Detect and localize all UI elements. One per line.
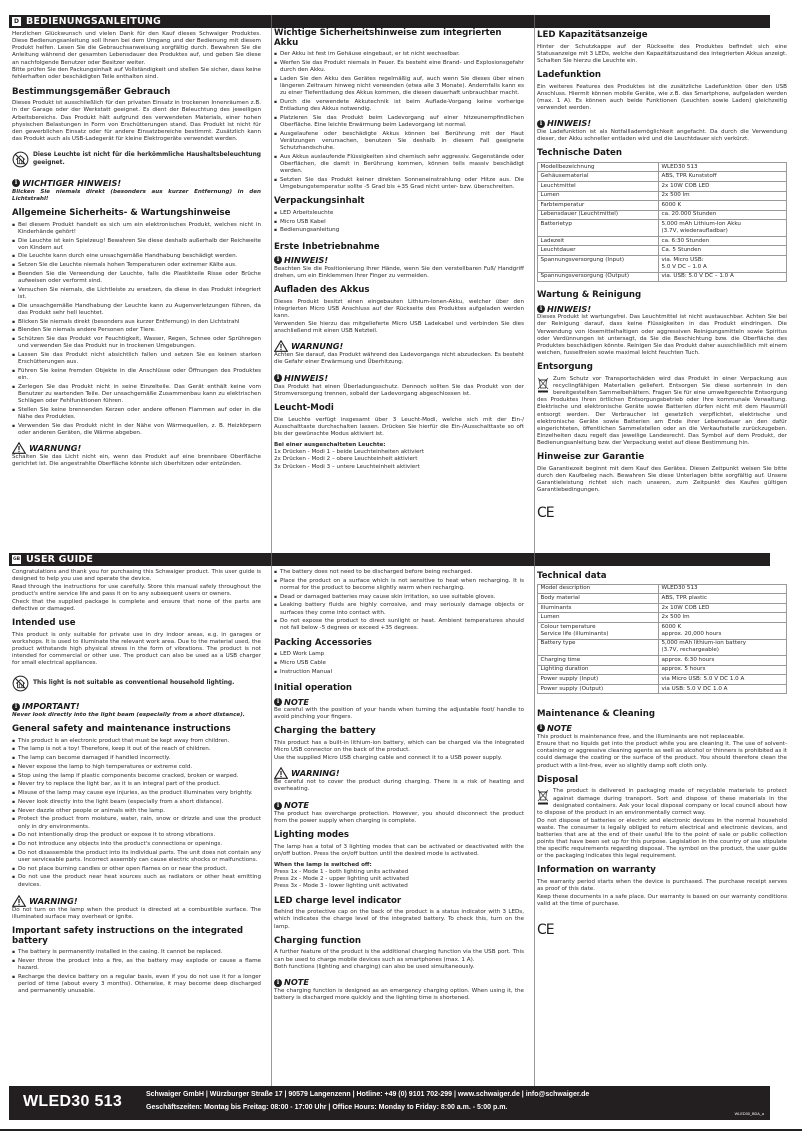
warning-title: WARNING! [291, 767, 340, 778]
info-icon: i [537, 120, 545, 128]
important-notice-header [12, 178, 261, 189]
spec-value: ca. 6:30 Stunden [659, 236, 787, 246]
warning-triangle-icon [274, 340, 288, 352]
list-item: ▪ Durch die verwendete Akkutechnik ist beim Auflade-Vorgang keine vorherige Entladung des Akkus notwendig. [274, 99, 524, 113]
intro-paragraph: Herzlichen Glückwunsch und vielen Dank für den Kauf dieses Schwaiger Produktes. Diese Bedienungsanleitung soll Ihnen bei dem Umgang und der Bedienung mit diesem Produkt helfen. Lesen Sie die Gebrauchsanweisung sorgfältig durch. Bewahren Sie die Anleitung während der gesamten Lebensdauer des Produktes auf, und geben Sie diese an nachfolgende Benutzer oder Besitzer weiter. [12, 31, 261, 66]
note-text: Be careful with the position of your hands when turning the adjustable foot/ handle to avoid pinching your fingers. [274, 707, 524, 721]
info-icon: i [537, 724, 545, 732]
table-row [538, 622, 787, 639]
list-item: ▪ Werfen Sie das Produkt niemals in Feuer. Es besteht eine Brand- und Explosionsgefahr durch den Akku. [274, 60, 524, 74]
charging-text: Use the supplied Micro USB charging cable and connect it to a USB power supply. [274, 754, 503, 761]
led-indicator-text: Hinter der Schutzkappe auf der Rückseite des Produktes befindet sich eine Statusanzeige mit 3 LEDs, welche den Kapazitätszustand des integrierten Akkus anzeigt. Schalten Sie hierzu die Leuchte ein. [537, 43, 787, 64]
table-row [538, 255, 787, 272]
warranty-text: Keep these documents in a safe place. Our warranty is based on our warranty conditions valid at the time of purchase. [537, 893, 787, 908]
package-list [274, 210, 524, 235]
mode-line: 1x Drücken - Modi 1 – beide Leuchteinheiten aktiviert [274, 449, 424, 456]
note-title: HINWEIS! [547, 118, 592, 129]
list-item: ▪ Versuchen Sie niemals, die Lichtleiste zu ersetzen, da diese in das Produkt integriert ist. [12, 287, 261, 301]
mode-line: 2x Drücken - Modi 2 – obere Leuchteinheit aktiviert [274, 456, 418, 463]
heading-warranty: Hinweise zur Garantie [537, 452, 645, 463]
battery-safety-list [274, 51, 524, 191]
list-item: ▪ Bei diesem Produkt handelt es sich um ein elektronisches Produkt, welches nicht in Kinderhände gehört! [12, 222, 261, 236]
heading-intended-use: Intended use [12, 617, 76, 628]
warning-header [12, 442, 261, 454]
disposal-text: Zum Schutz vor Transportschäden wird das Produkt in einer Verpackung aus recyclingfähigen Materialien geliefert. Entsorgen Sie diese sortenrein in den bereitgestellten Sammelbehältern. Fragen Sie für eine umweltgerechte Entsorgung des Produktes Ihren örtlichen Entsorgungsbetrieb oder Ihre kommunale Verwaltung. Elektrische und elektronische Geräte sowie Batterien dürfen nicht mit dem Hausmüll entsorgt werden. Der Verbraucher ist gesetzlich verpflichtet, elektrische und elektronische Geräte sowie Batterien am Ende ihrer Lebensdauer an den dafür eingerichteten, öffentlichen Sammelstellen oder an die Verkaufsstelle zurückzugeben. Einzelheiten dazu regelt das jeweilige Landesrecht. Das Symbol auf dem Produkt, der Bedienungsanleitung bzw. der Verpackung weist auf diese Bestimmung hin. [537, 375, 787, 447]
spec-label: Lighting duration [538, 665, 659, 675]
note-text: Beachten Sie die Positionierung Ihrer Hände, wenn Sie den verstellbaren Fuß/ Handgriff drehen, um ein Einklemmen Ihrer Finger zu vermeiden. [274, 265, 524, 279]
list-item: ▪ LED Arbeitsleuchte [274, 210, 524, 217]
note-header [537, 118, 787, 129]
table-row [538, 684, 787, 694]
heading-maintenance: Maintenance & Cleaning [537, 709, 656, 720]
table-row [538, 162, 787, 172]
heading-charging: Charging the battery [274, 726, 376, 737]
column-divider [534, 566, 535, 1086]
list-item: ▪ The battery does not need to be discharged before being recharged. [274, 569, 524, 576]
list-item: ▪ Do not disassemble the product into its individual parts. The unit does not contain any user serviceable parts. Incorrect assembly can cause electric shocks or malfunctions. [12, 850, 261, 864]
table-row [538, 172, 787, 182]
list-item: ▪ Schützen Sie das Produkt vor Feuchtigkeit, Wasser, Regen, Schnee oder Sprühregen und verwenden Sie das Produkt nur in trockenen Umgebungen. [12, 336, 261, 350]
warning-header [274, 340, 524, 352]
general-safety-list [12, 222, 261, 438]
warning-text: Schalten Sie das Licht nicht ein, wenn das Produkt auf eine brennbare Oberfläche gerichtet ist. Die angestrahlte Oberfläche könnte sich überhitzen oder entzünden. [12, 454, 261, 468]
info-icon: i [274, 802, 282, 810]
warning-triangle-icon [12, 442, 26, 454]
list-item: ▪ LED Work Lamp [274, 651, 524, 658]
divider [534, 553, 535, 566]
list-item: ▪ Do not expose the product to direct sunlight or heat. Ambient temperatures should not fall below -5 degrees or exceed +35 degrees. [274, 618, 524, 632]
list-item: ▪ The lamp can become damaged if handled incorrectly. [12, 755, 261, 762]
spec-value: Ca. 5 Stunden [659, 246, 787, 256]
spec-label: Leuchtmittel [538, 181, 659, 191]
table-row [538, 584, 787, 594]
list-item: ▪ Do not place burning candles or other open flames on or near the product. [12, 866, 261, 873]
note-header [537, 723, 787, 734]
document-code: WLED30_BDA_a [734, 1112, 764, 1117]
info-icon: i [274, 374, 282, 382]
mode-line: 3x Drücken - Modi 3 – untere Leuchteinheit aktiviert [274, 463, 420, 470]
info-icon: i [274, 256, 282, 264]
de-column-3 [537, 25, 787, 523]
note-text: Die Ladefunktion ist als Notfalllademöglichkeit angefacht. Da durch die Verwendung dieser, der Akku schneller entladen wird und die Leuchtdauer sich verkürzt. [537, 128, 787, 142]
list-item: ▪ Platzieren Sie das Produkt beim Ladevorgang auf einer hitzeunempfindlichen Oberfläche. Eine leichte Erwärmung beim Ladevorgang ist normal. [274, 115, 524, 129]
note-header [537, 304, 787, 315]
spec-label: Spannungsversorgung (Input) [538, 255, 659, 272]
charging-text: Dieses Produkt besitzt einen eingebauten Lithium-Ionen-Akku, welcher über den integrierten Micro USB Anschluss auf der Rückseite des Produktes aufgeladen werden kann. [274, 298, 524, 319]
modes-text: The lamp has a total of 3 lighting modes that can be activated or deactivated with the on/off button. Press the on/off button until the desired mode is activated. [274, 843, 524, 857]
modes-subheading: Bei einer ausgeschalteten Leuchte: [274, 442, 386, 449]
list-item: ▪ Bedienungsanleitung [274, 227, 524, 234]
office-hours: Geschäftszeiten: Montag bis Freitag: 08:00 - 17:00 Uhr | Office Hours: Monday to Friday: 8:00 a.m. - 5:00 p.m. [146, 1104, 508, 1111]
list-item: ▪ Lassen Sie das Produkt nicht absichtlich fallen und setzen Sie es keinen starken Erschütterungen aus. [12, 352, 261, 366]
note-title: NOTE [547, 723, 572, 733]
note-header [274, 800, 524, 811]
heading-charging: Aufladen des Akkus [274, 284, 370, 295]
intro-paragraph: Read through the instructions for use carefully. Store this manual safely throughout the product's entire service life and pass it on to any subsequent users or owners. [12, 583, 261, 597]
list-item: ▪ Stop using the lamp if plastic components become cracked, broken or warped. [12, 773, 261, 780]
spec-value: via USB: 5.0 V DC 1.0 A [659, 684, 787, 694]
disposal-block [537, 788, 787, 860]
note-title: NOTE [284, 696, 309, 707]
language-flag-de: D [12, 17, 21, 26]
intro-paragraph: Bitte prüfen Sie den Packungsinhalt auf Vollständigkeit und stellen Sie sicher, dass keine fehlerhaften oder beschädigten Teile enthalten sind. [12, 67, 261, 81]
spec-value: ca. 20.000 Stunden [659, 210, 787, 220]
warning-title: WARNING! [29, 895, 78, 906]
list-item: ▪ Dead or damaged batteries may cause skin irritation, so use suitable gloves. [274, 594, 524, 601]
language-flag-gb: GB [12, 557, 21, 562]
warning-text: Be careful not to cover the product during charging. There is a risk of heating and overheating. [274, 778, 524, 793]
spec-value: 5,000 mAh lithium-ion battery (3.7V, rechargeable) [659, 639, 787, 656]
list-item: ▪ Führen Sie keine fremden Objekte in die Anschlüsse oder Öffnungen des Produktes ein. [12, 368, 261, 382]
warning-header [12, 895, 261, 907]
list-item: ▪ Place the product on a surface which is not sensitive to heat when recharging. It is normal for the product to become slightly warm when recharging. [274, 578, 524, 592]
household-notice [12, 675, 261, 692]
spec-label: Leuchtdauer [538, 246, 659, 256]
company-address: Schwaiger GmbH | Würzburger Straße 17 | 90579 Langenzenn | Hotline: +49 (0) 9101 702-299 | www.schwaiger.de | info@schwaiger.de [146, 1091, 590, 1098]
note-title: HINWEIS! [284, 373, 329, 384]
package-list [274, 651, 524, 676]
list-item: ▪ The lamp is not a toy! Therefore, keep it out of the reach of children. [12, 746, 261, 753]
important-notice-header [12, 701, 261, 712]
maintenance-text: This product is maintenance free, and the illuminants are not replaceable. [537, 733, 745, 740]
en-column-3 [537, 566, 787, 940]
spec-label: Charging time [538, 656, 659, 666]
heading-charge-function: Charging function [274, 935, 361, 946]
list-item: ▪ Micro USB Cable [274, 660, 524, 667]
table-row [538, 272, 787, 282]
warranty-text: The warranty period starts when the device is purchased. The purchase receipt serves as proof of this date. [537, 879, 787, 893]
heading-intended-use: Bestimmungsgemäßer Gebrauch [12, 86, 171, 97]
charge-function-text: A further feature of the product is the additional charging function via the USB port. This can be used to charge mobile devices such as smartphones (max. 1 A). [274, 949, 524, 963]
charge-function-text: Both functions (lighting and charging) can also be used simultaneously. [274, 964, 475, 971]
spec-label: Lebensdauer (Leuchtmittel) [538, 210, 659, 220]
household-notice [12, 151, 261, 168]
table-row [538, 603, 787, 613]
table-row [538, 594, 787, 604]
section-title: BEDIENUNGSANLEITUNG [26, 16, 162, 27]
spec-value: via. Micro USB: 5.0 V DC – 1.0 A [659, 255, 787, 272]
household-notice-text: Diese Leuchte ist nicht für die herkömmliche Haushaltsbeleuchtung geeignet. [33, 152, 261, 166]
spec-value: 6000 K approx. 20,000 hours [659, 622, 787, 639]
no-household-lighting-icon [12, 151, 29, 168]
spec-label: Colour temperature Service life (illuminants) [538, 622, 659, 639]
spec-value: 2x 500 lm [659, 191, 787, 201]
section-title: USER GUIDE [26, 554, 94, 565]
note-text: Das Produkt hat einen Überladungsschutz. Dennoch sollten Sie das Produkt von der Stromversorgung trennen, sobald der Ladevorgang abgeschlossen ist. [274, 383, 524, 397]
warranty-text: Die Garantiezeit beginnt mit dem Kauf des Gerätes. Diesen Zeitpunkt weisen Sie bitte durch den Kaufbeleg nach. Bewahren Sie diese Unterlagen bitte sorgfältig auf. Unsere Garantieleistung richtet sich nach unseren, zum Zeitpunkt des Kaufes gültigen Garantiebedingungen. [537, 465, 787, 494]
weee-bin-icon [537, 377, 549, 393]
ce-mark-icon: CE [537, 504, 554, 521]
column-divider [271, 28, 272, 554]
list-item: ▪ Stellen Sie keine brennenden Kerzen oder andere offenen Flammen auf oder in die Nähe des Produktes. [12, 407, 261, 421]
spec-value: WLED30 513 [659, 584, 787, 594]
heading-lighting-modes: Leucht-Modi [274, 402, 334, 413]
household-notice-text: This light is not suitable as conventional household lighting. [33, 680, 235, 687]
table-row [538, 181, 787, 191]
heading-disposal: Entsorgung [537, 362, 593, 373]
table-row [538, 639, 787, 656]
list-item: ▪ Verwenden Sie das Produkt nicht in der Nähe von Wärmequellen, z. B. Heizkörpern oder anderen Geräten, die Wärme abgeben. [12, 423, 261, 437]
heading-general-safety: Allgemeine Sicherheits- & Wartungshinweise [12, 207, 231, 218]
list-item: ▪ Setzen Sie die Leuchte niemals hohen Temperaturen oder extremer Kälte aus. [12, 262, 261, 269]
note-title: NOTE [284, 800, 309, 811]
important-notice-text: Blicken Sie niemals direkt (besonders aus kurzer Entfernung) in den Lichtstrahl! [12, 188, 261, 202]
heading-package-contents: Verpackungsinhalt [274, 196, 365, 207]
spec-value: 2x 500 lm [659, 613, 787, 623]
heading-general-safety: General safety and maintenance instructions [12, 724, 231, 734]
note-header [274, 373, 524, 384]
note-header [274, 977, 524, 988]
spec-label: Model description [538, 584, 659, 594]
warning-header [274, 767, 524, 779]
info-icon: i [12, 179, 20, 187]
table-row [538, 191, 787, 201]
table-row [538, 613, 787, 623]
list-item: ▪ Der Akku ist fest im Gehäuse eingebaut, er ist nicht wechselbar. [274, 51, 524, 58]
warning-text: Do not turn on the lamp when the product is directed at a combustible surface. The illuminated surface may overheat or ignite. [12, 906, 261, 920]
list-item: ▪ Die unsachgemäße Handhabung der Leuchte kann zu Augenverletzungen führen, da das Produkt sehr hell leuchtet. [12, 303, 261, 317]
footer-bar [9, 1086, 770, 1120]
table-row [538, 236, 787, 246]
led-indicator-text: Behind the protective cap on the back of the product is a status indicator with 3 LEDs, which indicates the charge level of the integrated battery. To check this, turn on the lamp. [274, 909, 524, 930]
spec-label: Body material [538, 594, 659, 604]
modes-text: Die Leuchte verfügt insgesamt über 3 Leucht-Modi, welche sich mit der Ein-/ Ausschalttaste durchschalten lassen. Drücken Sie hierfür die Ein-/Ausschalttaste so oft bis der gewünschte Modus aktiviert ist. [274, 416, 524, 437]
spec-label: Illuminants [538, 603, 659, 613]
spec-label: Lumen [538, 191, 659, 201]
ce-mark-icon: CE [537, 922, 554, 939]
table-row [538, 675, 787, 685]
spec-label: Power supply (Output) [538, 684, 659, 694]
divider [271, 553, 272, 566]
no-household-lighting-icon [12, 675, 29, 692]
maintenance-text: Ensure that no liquids get into the product while you are cleaning it. The use of solvent-containing or aggressive cleaning agents as well as alcohol or thinners is prohibited as it could damage the coating or the surface of the product. You should therefore clean the product with a lint-free, ever so slightly damp soft cloth only. [537, 741, 787, 769]
spec-value: WLED30 513 [659, 162, 787, 172]
spec-label: Ladezeit [538, 236, 659, 246]
heading-first-use: Initial operation [274, 682, 353, 693]
heading-disposal: Disposal [537, 774, 579, 785]
intended-use-text: Dieses Produkt ist ausschließlich für den privaten Einsatz in trockenen Innenräumen z.B. in der Garage oder der Werkstatt geeignet. Es dient der Beleuchtung des jeweiligen Arbeitsbereichs. Das Produkt hält aufgrund des verwendeten Materials, einer hohen physischen Belastungen in Form von Erschütterungen stand. Das Produkt ist nicht für den gewerblichen Einsatz oder für andere Einsatzbereiche bestimmt. Zusätzlich kann das Produkt auch als USB-Ladegerät für kleine Elektrogeräte verwendet werden. [12, 100, 261, 142]
note-title: HINWEIS! [547, 303, 592, 314]
intro-paragraph: Congratulations and thank you for purchasing this Schwaiger product. This user guide is designed to help you use and operate the device. [12, 569, 261, 583]
list-item: ▪ Instruction Manual [274, 669, 524, 676]
heading-warranty: Information on warranty [537, 865, 656, 876]
bottom-rule [0, 1129, 802, 1131]
spec-value: ABS, TPR Kunststoff [659, 172, 787, 182]
list-item: ▪ Never dazzle other people or animals with the lamp. [12, 808, 261, 815]
disposal-block [537, 376, 787, 448]
spec-value: 2x 10W COB LED [659, 603, 787, 613]
modes-list [274, 862, 524, 891]
table-row [538, 656, 787, 666]
intended-use-text: This product is only suitable for private use in dry indoor areas, e.g. in garages or workshops. It is used to illuminate the relevant work area. Due to the material used, the product withstands high physical stress in the form of vibrations. The product is not intended for commercial or other use. The product can also be used as a USB charger for small electrical appliances. [12, 631, 261, 667]
list-item: ▪ Zerlegen Sie das Produkt nicht in seine Einzelteile. Das Gerät enthält keine vom Benutzer zu wartenden Teile. Der unsachgemäße Zusammenbau kann zu elektrischen Schlägen oder Fehlfunktionen führen. [12, 384, 261, 405]
disposal-text: The product is delivered in packaging made of recyclable materials to protect against damage during transport. Sort and dispose of these materials in the designated containers. Ask your local disposal company or local council about how to dispose of the product in an environmentally correct way. [537, 788, 787, 816]
list-item: ▪ Blenden Sie niemals andere Personen oder Tiere. [12, 327, 261, 334]
intro-paragraph: Check that the supplied package is complete and ensure that none of the parts are defective or damaged. [12, 598, 261, 612]
warning-title: WARNUNG! [29, 442, 82, 453]
note-text: The product has overcharge protection. However, you should disconnect the product from the power supply when charging is complete. [274, 810, 524, 824]
spec-value: approx. 6:30 hours [659, 656, 787, 666]
list-item: ▪ Do not use the product near heat sources such as radiators or other heat emitting devices. [12, 874, 261, 888]
list-item: ▪ Die Leuchte kann durch eine unsachgemäße Handhabung beschädigt werden. [12, 253, 261, 260]
heading-battery-safety: Wichtige Sicherheitshinweise zum integrierten Akku [274, 28, 502, 48]
warning-title: WARNUNG! [291, 340, 344, 351]
battery-safety-list [12, 949, 261, 995]
list-item: ▪ Beenden Sie die Verwendung der Leuchte, falls die Plastikteile Risse oder Brüche aufweisen oder verformt sind. [12, 271, 261, 285]
list-item: ▪ Micro USB Kabel [274, 219, 524, 226]
list-item: ▪ This product is an electronic product that must be kept away from children. [12, 738, 261, 745]
list-item: ▪ The battery is permanently installed in the casing. It cannot be replaced. [12, 949, 261, 956]
column-divider [534, 28, 535, 554]
mode-line: Press 2x - Mode 2 - upper lighting unit activated [274, 876, 409, 883]
weee-bin-icon [537, 789, 549, 805]
spec-label: Spannungsversorgung (Output) [538, 272, 659, 282]
spec-value: 6000 K [659, 201, 787, 211]
model-number: WLED30 513 [23, 1093, 123, 1110]
table-row [538, 220, 787, 237]
disposal-text: Do not dispose of batteries or electric and electronic devices in the normal household waste. The consumer is legally obliged to return electrical and electronic devices, and batteries that are at the end of their useful life to the point of sale or public collection points that have been set up for this purpose. Legislation in the country of use stipulate the specific requirements regarding disposal. The symbol on the product, the user guide or the packaging indicates this legal requirement. [537, 817, 787, 860]
mode-line: Press 1x - Mode 1 - both lighting units activated [274, 869, 409, 876]
modes-subheading: When the lamp is switched off: [274, 862, 372, 868]
de-column-1 [12, 31, 261, 469]
spec-value: via Micro USB: 5.0 V DC 1.0 A [659, 675, 787, 685]
note-header [274, 697, 524, 708]
spec-label: Modellbezeichnung [538, 162, 659, 172]
list-item: ▪ Ausgelaufene oder beschädigte Akkus können bei Berührung mit der Haut Verätzungen verursachen, benutzen Sie deshalb in diesem Fall geeignete Schutzhandschuhe. [274, 131, 524, 152]
list-item: ▪ Aus Akkus auslaufende Flüssigkeiten sind chemisch sehr aggressiv. Gegenstände oder Oberflächen, die damit in Berührung kommen, können teils massiv beschädigt werden. [274, 154, 524, 175]
spec-label: Farbtemperatur [538, 201, 659, 211]
note-title: NOTE [284, 977, 309, 988]
list-item: ▪ Die Leuchte ist kein Spielzeug! Bewahren Sie diese deshalb außerhalb der Reichweite von Kindern auf. [12, 238, 261, 252]
heading-led-indicator: LED charge level indicator [274, 895, 402, 906]
heading-tech-data: Technische Daten [537, 148, 622, 159]
spec-label: Battery type [538, 639, 659, 656]
note-title: HINWEIS! [284, 255, 329, 266]
spec-label: Power supply (Input) [538, 675, 659, 685]
en-column-1 [12, 569, 261, 997]
list-item: ▪ Never look directly into the light beam (especially from a short distance). [12, 799, 261, 806]
heading-charge-function: Ladefunktion [537, 70, 602, 81]
de-column-2 [274, 25, 524, 471]
spec-label: Lumen [538, 613, 659, 623]
info-icon: i [537, 305, 545, 313]
heading-maintenance: Wartung & Reinigung [537, 290, 642, 301]
list-item: ▪ Recharge the device battery on a regular basis, even if you do not use it for a longer period of time (about every 3 months). Otherwise, it may become deep discharged and permanently unusable. [12, 974, 261, 995]
heading-led-indicator: LED Kapazitätsanzeige [537, 30, 648, 40]
info-icon: i [274, 698, 282, 706]
charging-text: Verwenden Sie hierzu das mitgelieferte Micro USB Ladekabel und verbinden Sie dies anschließend mit einen USB Netzteil. [274, 320, 524, 334]
warning-triangle-icon [274, 767, 288, 779]
note-text: The charging function is designed as an emergency charging option. When using it, the battery is discharged more quickly and the lighting time is shortened. [274, 987, 524, 1001]
list-item: ▪ Never try to replace the light bar, as it is an integral part of the product. [12, 781, 261, 788]
important-notice-text: Never look directly into the light beam (especially from a short distance). [12, 711, 245, 718]
en-column-2 [274, 569, 524, 1003]
list-item: ▪ Protect the product from moisture, water, rain, snow or drizzle and use the product only in dry environments. [12, 816, 261, 830]
modes-list [274, 442, 524, 471]
section-header-english [9, 553, 770, 566]
charge-function-text: Ein weiteres Features des Produktes ist die zusätzliche Ladefunktion über den USB Anschluss. Hiermit können mobile Geräte, wie z.B. das Smartphone, aufgeladen werden (max. 1 A). Es können auch beide Funktionen (Leuchten sowie Laden) gleichzeitig verwendet werden. [537, 83, 787, 112]
list-item: ▪ Never expose the lamp to high temperatures or extreme cold. [12, 764, 261, 771]
spec-value: ABS, TPR plastic [659, 594, 787, 604]
heading-lighting-modes: Lighting modes [274, 830, 349, 841]
list-item: ▪ Never throw the product into a fire, as the battery may explode or cause a flame hazard. [12, 958, 261, 972]
list-item: ▪ Do not introduce any objects into the product's connections or openings. [12, 841, 261, 848]
tech-data-table [537, 162, 787, 282]
info-icon: i [274, 979, 282, 987]
maintenance-text: Dieses Produkt ist wartungsfrei. Das Leuchtmittel ist nicht austauschbar. Achten Sie bei der Reinigung darauf, dass keine Flüssigkeiten in das Produkt eindringen. Die Verwendung von lösemittelhaltigen oder aggressiven Reinigungsmitteln sowie Spiritus oder Verdünnungen ist untersagt, da Sie die Beschichtung bzw. die Oberfläche des Produktes beschädigen könnte. Reinigen Sie das Produkt daher ausschließlich mit einem weichen, fusselfreien sowie maximal leicht feuchten Tuch. [537, 314, 787, 357]
table-row [538, 210, 787, 220]
list-item: ▪ Laden Sie den Akku des Gerätes regelmäßig auf, auch wenn Sie dieses über einen längeren Zeitraum hinweg nicht verwenden (etwa alle 3 Monate). Andernfalls kann es zu einer Tiefentladung des Akkus kommen, die diesen dauerhaft unbrauchbar macht. [274, 76, 524, 97]
general-safety-list [12, 738, 261, 889]
warning-triangle-icon [12, 895, 26, 907]
heading-battery-safety: Important safety instructions on the integrated battery [12, 926, 244, 946]
divider [534, 15, 535, 28]
heading-tech-data: Technical data [537, 571, 607, 581]
spec-label: Batterietyp [538, 220, 659, 237]
spec-value: 2x 10W COB LED [659, 181, 787, 191]
important-notice-title: WICHTIGER HINWEIS! [22, 178, 122, 189]
list-item: ▪ Misuse of the lamp may cause eye injuries, as the product illuminates very brightly. [12, 790, 261, 797]
column-divider [271, 566, 272, 1086]
list-item: ▪ Setzten Sie das Produkt keiner direkten Sonneneinstrahlung oder Hitze aus. Die Umgebungstemperatur sollte -5 Grad bis +35 Grad nicht unter- bzw. überschreiten. [274, 177, 524, 191]
list-item: ▪ Blicken Sie niemals direkt (besonders aus kurzer Entfernung) in den Lichtstrahl [12, 319, 261, 326]
info-icon: i [12, 703, 20, 711]
charging-text: This product has a built-in lithium-ion battery, which can be charged via the integrated Micro USB connector on the back of the product. [274, 739, 524, 754]
table-row [538, 246, 787, 256]
important-notice-title: IMPORTANT! [22, 701, 80, 712]
heading-package-contents: Packing Accessories [274, 637, 372, 648]
divider [271, 15, 272, 28]
mode-line: Press 3x - Mode 3 - lower lighting unit activated [274, 883, 408, 890]
table-row [538, 201, 787, 211]
spec-value: via. USB: 5.0 V DC – 1.0 A [659, 272, 787, 282]
tech-data-table [537, 584, 787, 695]
note-header [274, 255, 524, 266]
spec-value: approx. 5 hours [659, 665, 787, 675]
spec-label: Gehäusematerial [538, 172, 659, 182]
heading-first-use: Erste Inbetriebnahme [274, 241, 380, 252]
battery-safety-list-continued [274, 569, 524, 633]
list-item: ▪ Do not intentionally drop the product or expose it to strong vibrations. [12, 832, 261, 839]
spec-value: 5.000 mAh Lithium-Ion Akku (3.7V, wiederaufladbar) [659, 220, 787, 237]
list-item: ▪ Leaking battery fluids are highly corrosive, and may seriously damage objects or surfaces they come into contact with. [274, 602, 524, 616]
warning-text: Achten Sie darauf, das Produkt während des Ladevorgangs nicht abzudecken. Es besteht die Gefahr einer Erwärmung und Überhitzung. [274, 351, 524, 365]
table-row [538, 665, 787, 675]
